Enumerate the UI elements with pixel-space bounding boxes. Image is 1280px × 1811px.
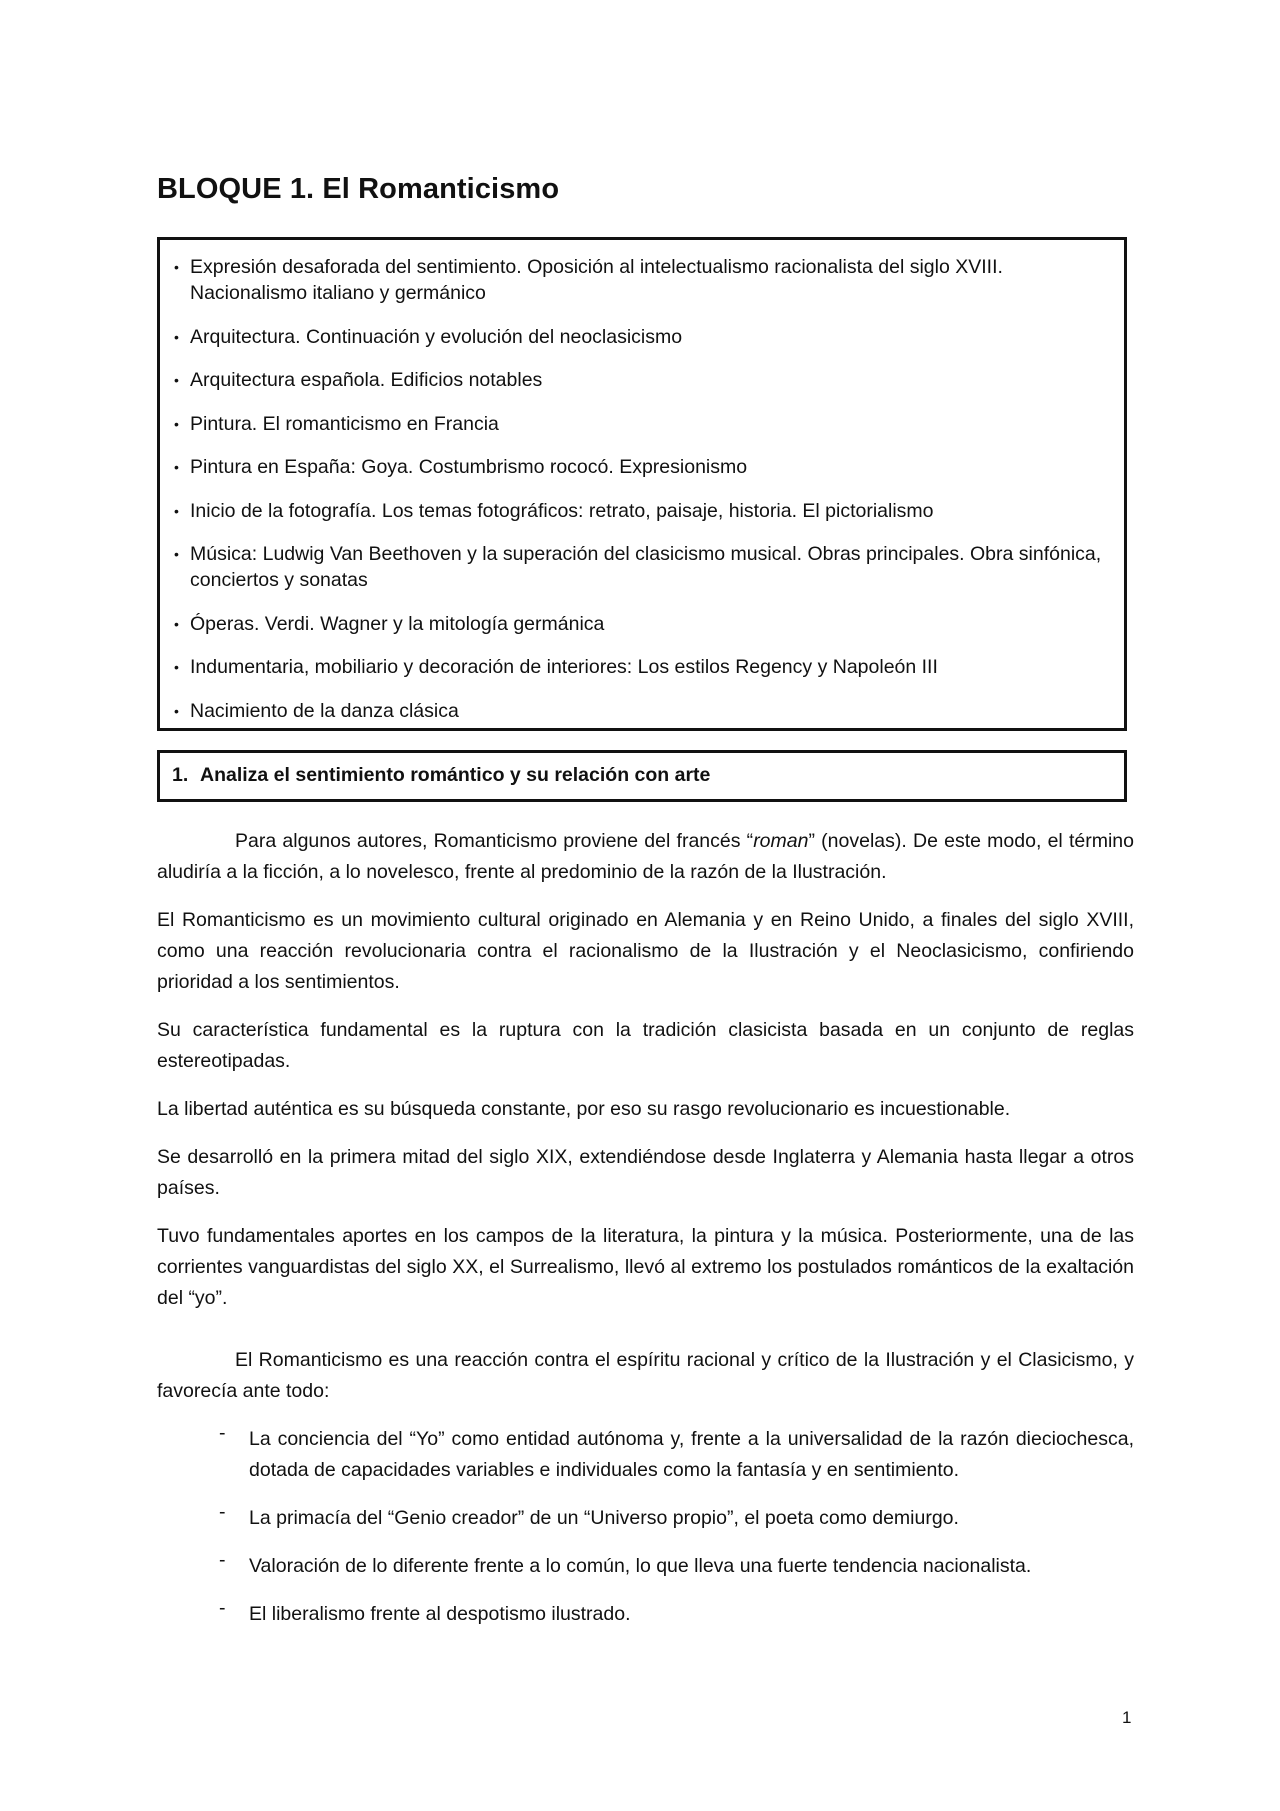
topic-text: Pintura. El romanticismo en Francia [190,412,499,435]
topic-text: Inicio de la fotografía. Los temas fotográficos: retrato, paisaje, historia. El pictorialismo [190,499,934,522]
topic-text: Pintura en España: Goya. Costumbrismo rococó. Expresionismo [190,456,748,478]
paragraph: Su característica fundamental es la ruptura con la tradición clasicista basada en un conjunto de reglas estereotipadas. [157,1019,1134,1072]
favored-points-list [157,1424,1134,1630]
section-heading: Analiza el sentimiento romántico y su relación con arte [200,764,711,786]
topic-item [174,698,1108,724]
topic-text: Óperas. Verdi. Wagner y la mitología germánica [190,612,605,635]
topic-text: Nacimiento de la danza clásica [190,699,459,722]
topic-item [174,254,1108,306]
topic-item [174,454,1108,480]
topic-item [174,541,1108,593]
italic-term: roman [753,830,809,852]
bullet-icon: • [174,502,179,519]
topics-list [174,254,1108,724]
bullet-icon: • [174,615,179,632]
paragraph: El Romanticismo es una reacción contra el espíritu racional y crítico de la Ilustración y el Clasicismo, y favorecía ante todo: [157,1349,1134,1402]
dash-icon: - [219,1501,226,1523]
bullet-icon: • [174,459,179,475]
bullet-icon: • [174,372,179,388]
body-text [157,826,1134,1647]
list-item [219,1599,1134,1630]
paragraph: Se desarrolló en la primera mitad del siglo XIX, extendiéndose desde Inglaterra y Alemania hasta llegar a otros países. [157,1146,1134,1199]
topic-item [174,611,1108,637]
paragraph-text: Para algunos autores, Romanticismo proviene del francés “ [235,830,754,852]
topic-text: Expresión desaforada del sentimiento. Oposición al intelectualismo racionalista del siglo XVIII. Nacionalismo italiano y germánico [190,256,1003,304]
bullet-icon: • [174,702,179,719]
topic-item [174,654,1108,680]
topics-box [157,237,1127,731]
topic-text: Arquitectura española. Edificios notables [190,369,543,391]
paragraph: La libertad auténtica es su búsqueda constante, por eso su rasgo revolucionario es incuestionable. [157,1098,1011,1120]
topic-item [174,411,1108,437]
paragraph: El Romanticismo es un movimiento cultural originado en Alemania y en Reino Unido, a finales del siglo XVIII, como una reacción revolucionaria contra el racionalismo de la Ilustración y el Neoclasicismo, confiriendo prioridad a los sentimientos. [157,909,1134,993]
bullet-icon: • [174,259,179,275]
page-number: 1 [1122,1708,1132,1727]
list-item-text: Valoración de lo diferente frente a lo común, lo que lleva una fuerte tendencia nacionalista. [249,1555,1032,1577]
topic-text: Arquitectura. Continuación y evolución del neoclasicismo [190,325,683,348]
topic-item [174,324,1108,350]
paragraph [157,826,1134,888]
section-heading-box [157,750,1127,802]
list-item-text: La conciencia del “Yo” como entidad autónoma y, frente a la universalidad de la razón dieciochesca, dotada de capacidades variables e individuales como la fantasía y en sentimiento. [249,1428,1134,1481]
bullet-icon: • [174,328,179,345]
list-item [219,1551,1134,1582]
topic-text: Música: Ludwig Van Beethoven y la superación del clasicismo musical. Obras principales. Obra sinfónica, conciertos y sonatas [190,543,1102,591]
dash-icon: - [219,1597,226,1619]
list-item-text: La primacía del “Genio creador” de un “Universo propio”, el poeta como demiurgo. [249,1507,959,1529]
dash-icon: - [219,1422,226,1444]
section-number: 1. [172,764,189,786]
bullet-icon: • [174,415,179,432]
paragraph-text: ” (novelas). De este modo, el término aludiría a la ficción, a lo novelesco, frente al predominio de la razón de la Ilustración. [157,830,1134,883]
bullet-icon: • [174,659,179,675]
list-item [219,1503,1134,1534]
page-title: BLOQUE 1. El Romanticismo [157,173,560,205]
topic-item [174,367,1108,393]
bullet-icon: • [174,546,179,562]
topic-text: Indumentaria, mobiliario y decoración de interiores: Los estilos Regency y Napoleón III [190,656,938,678]
paragraph: Tuvo fundamentales aportes en los campos de la literatura, la pintura y la música. Posteriormente, una de las corrientes vanguardistas del siglo XX, el Surrealismo, llevó al extremo los postulados románticos de la exaltación del “yo”. [157,1225,1134,1309]
topic-item [174,498,1108,524]
list-item-text: El liberalismo frente al despotismo ilustrado. [249,1603,631,1625]
dash-icon: - [219,1549,226,1571]
list-item [219,1424,1134,1486]
